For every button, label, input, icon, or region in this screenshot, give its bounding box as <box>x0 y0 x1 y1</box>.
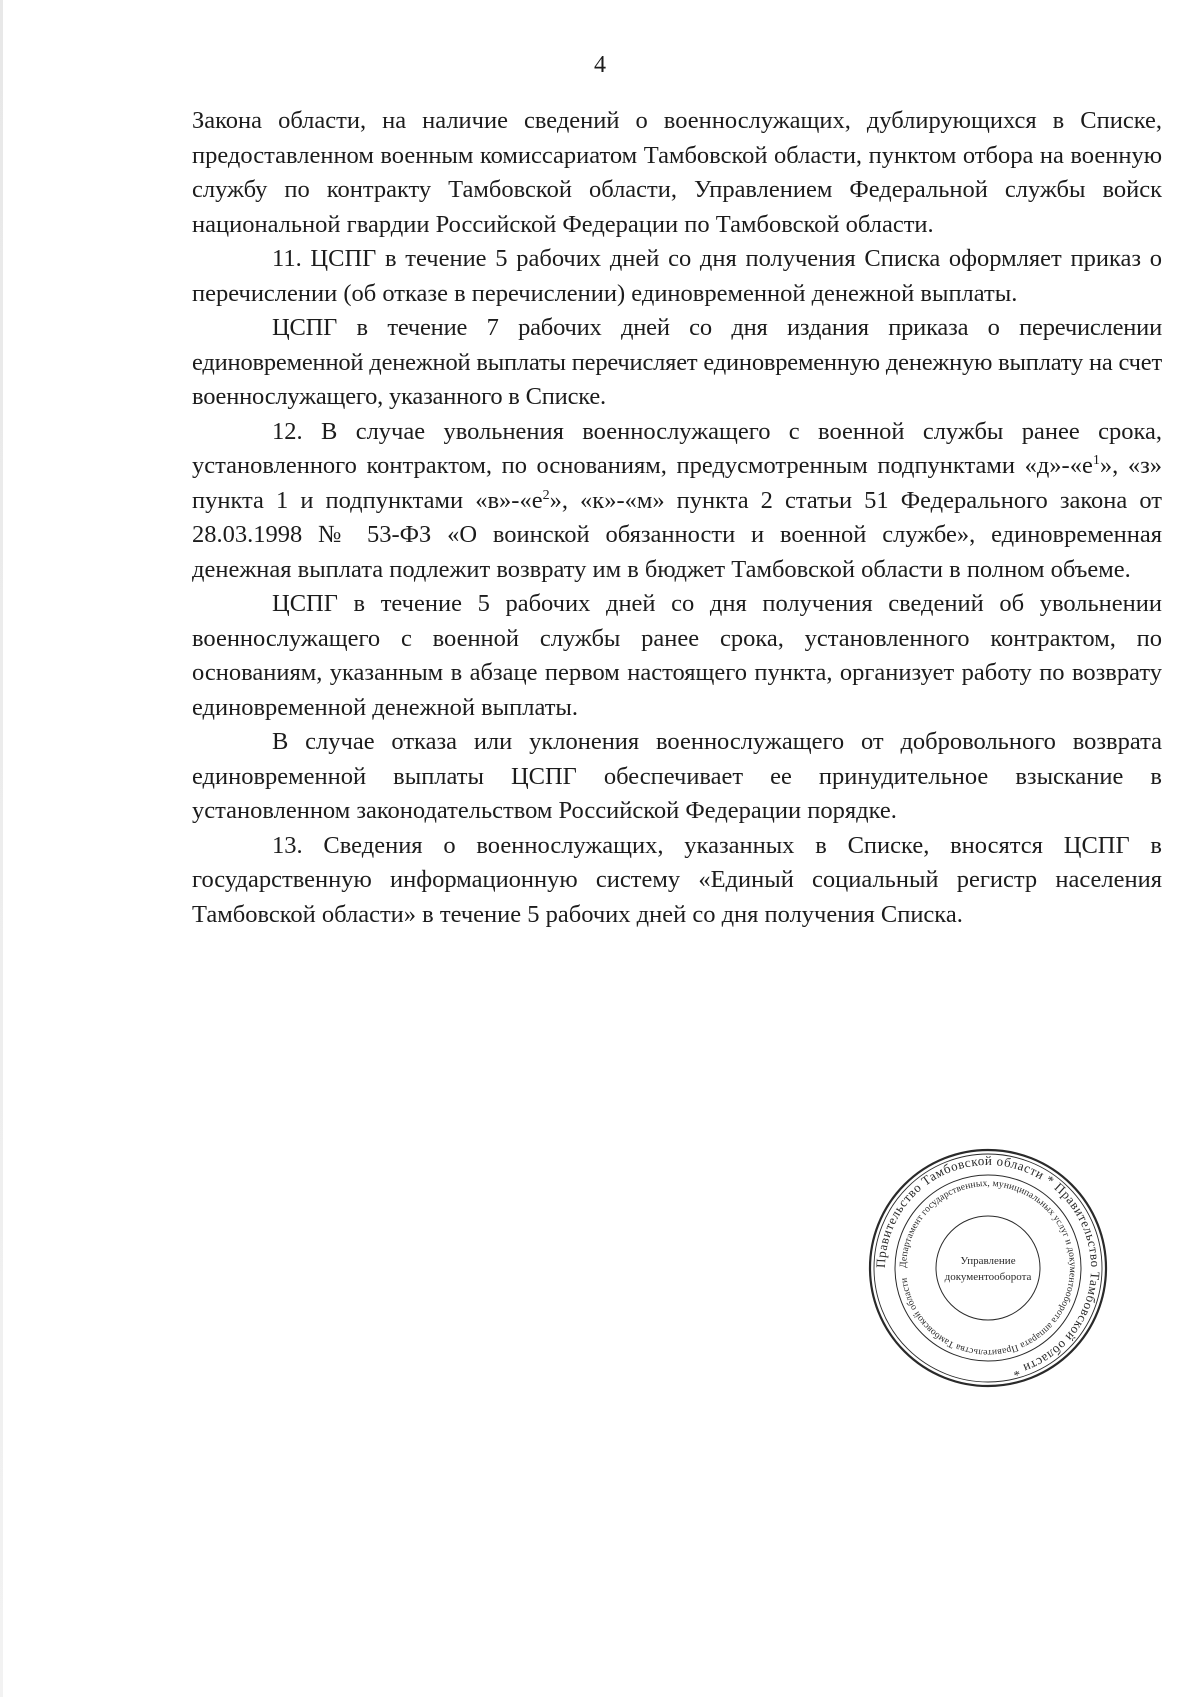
scan-edge-shadow <box>0 0 3 1697</box>
paragraph-item-11: 11. ЦСПГ в течение 5 рабочих дней со дня получения Списка оформляет приказ о перечислении (об отказе в перечислении) единовременной денежной выплаты. <box>192 245 1162 307</box>
stamp-center-line-2: документооборота <box>944 1271 1032 1283</box>
paragraph-item-12-part-a: 12. В случае увольнения военнослужащего с военной службы ранее срока, установленного контрактом, по основаниям, предусмотренным подпунктами «д»-«е <box>192 417 1162 479</box>
paragraph-item-12-part-c: », «к»-«м» пункта 2 статьи 51 Федерального закона от 28.03.1998 № 53-ФЗ «О воинской обязанности и военной службе», единовременная денежная выплата подлежит возврату им в бюджет Тамбовской области в полном объеме. <box>192 486 1162 583</box>
stamp-center-ring <box>936 1216 1040 1320</box>
paragraph-item-12-part-b: », «з» пункта 1 и подпунктами «в»-«е <box>192 452 1162 514</box>
superscript-2: 2 <box>542 487 550 503</box>
page-number: 4 <box>594 52 606 78</box>
paragraph-item-12-enforcement: В случае отказа или уклонения военнослужащего от добровольного возврата единовременной выплаты ЦСПГ обеспечивает ее принудительное взыскание в установленном законодательством Российской Федерации порядке. <box>192 728 1162 824</box>
paragraph-item-12 <box>192 415 1162 588</box>
paragraph-item-13: 13. Сведения о военнослужащих, указанных в Списке, вносятся ЦСПГ в государственную информационную систему «Единый социальный регистр населения Тамбовской области» в течение 5 рабочих дней со дня получения Списка. <box>192 831 1162 928</box>
superscript-1: 1 <box>1092 453 1100 468</box>
stamp-center-line-1: Управление <box>960 1255 1016 1267</box>
document-body <box>192 104 1162 932</box>
paragraph-continuation: Закона области, на наличие сведений о военнослужащих, дублирующихся в Списке, предоставленном военным комиссариатом Тамбовской области, пунктом отбора на военную службу по контракту Тамбовской области, Управлением Федеральной службы войск национальной гвардии Российской Федерации по Тамбовской области. <box>192 107 1162 238</box>
paragraph-item-12-return: ЦСПГ в течение 5 рабочих дней со дня получения сведений об увольнении военнослужащего с военной службы ранее срока, установленного контрактом, по основаниям, указанным в абзаце первом настоящего пункта, организует работу по возврату единовременной денежной выплаты. <box>192 590 1162 721</box>
official-stamp <box>868 1148 1108 1388</box>
stamp-outer-text: Правительство Тамбовской области * Правительство Тамбовской области * <box>872 1152 1104 1380</box>
stamp-inner-text: Департамент государственных, муниципальных услуг и документооборота аппарата Правительства Тамбовской области <box>897 1177 1079 1359</box>
stamp-middle-ring <box>895 1175 1081 1361</box>
stamp-seal-graphic <box>868 1148 1108 1388</box>
paragraph-item-11-transfer: ЦСПГ в течение 7 рабочих дней со дня издания приказа о перечислении единовременной денежной выплаты перечисляет единовременную денежную выплату на счет военнослужащего, указанного в Списке. <box>192 314 1162 410</box>
